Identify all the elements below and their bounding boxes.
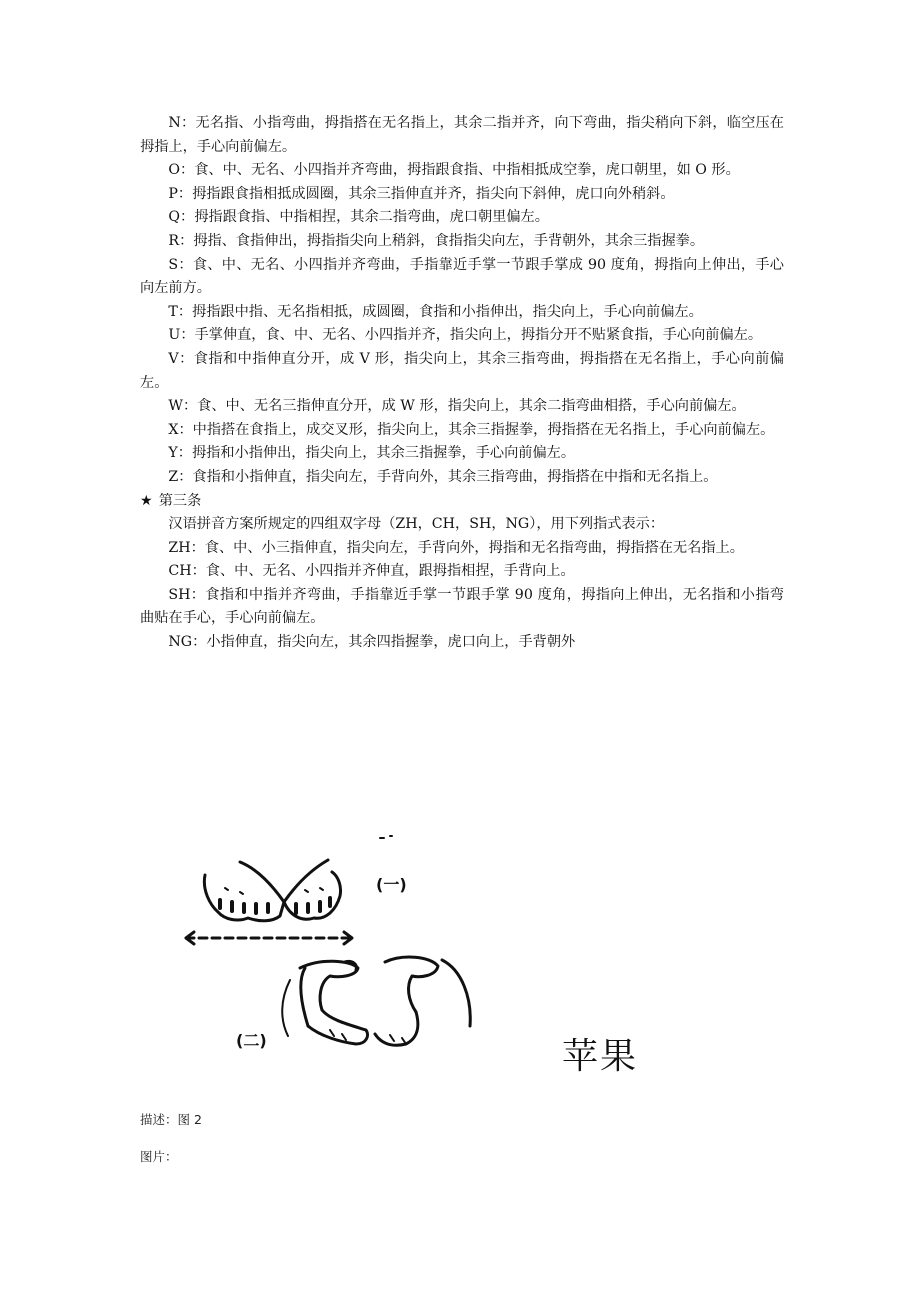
figure-label-one: (一)	[376, 875, 407, 894]
body-text	[140, 112, 784, 655]
apple-caption: 苹果	[562, 1036, 639, 1077]
paragraph-v: V：食指和中指伸直分开，成 V 形，指尖向上，其余三指弯曲，拇指搭在无名指上，手心向前偏左。	[140, 350, 784, 391]
paragraph-s: S：食、中、无名、小四指并齐弯曲，手指靠近手掌一节跟手掌成 90 度角，拇指向上伸出，手心向左前方。	[140, 256, 784, 297]
paragraph-u: U：手掌伸直，食、中、无名、小四指并齐，指尖向上，拇指分开不贴紧食指，手心向前偏左。	[168, 327, 763, 344]
paragraph-zh: ZH：食、中、小三指伸直，指尖向左，手背向外，拇指和无名指弯曲，拇指搭在无名指上。	[168, 539, 744, 556]
hand-sign-figure	[180, 830, 480, 1060]
paragraph-q: Q：拇指跟食指、中指相捏，其余二指弯曲，虎口朝里偏左。	[168, 209, 549, 226]
paragraph-w: W：食、中、无名三指伸直分开，成 W 形，指尖向上，其余二指弯曲相搭，手心向前偏左。	[168, 398, 746, 415]
section-heading-text: 第三条	[158, 492, 202, 509]
description-line: 描述：图 2	[140, 1112, 202, 1127]
paragraph-p: P：拇指跟食指相抵成圆圈，其余三指伸直并齐，指尖向下斜伸，虎口向外稍斜。	[168, 185, 675, 202]
paragraph-x: X：中指搭在食指上，成交叉形，指尖向上，其余三指握拳，拇指搭在无名指上，手心向前偏左。	[168, 421, 775, 438]
paragraph-t: T：拇指跟中指、无名指相抵，成圆圈，食指和小指伸出，指尖向上，手心向前偏左。	[168, 303, 703, 320]
image-label-line: 图片：	[140, 1149, 178, 1164]
star-icon: ★	[140, 492, 153, 509]
paragraph-y: Y：拇指和小指伸出，指尖向上，其余三指握拳，手心向前偏左。	[168, 445, 576, 462]
figure-label-two: (二)	[236, 1031, 267, 1050]
section-heading	[140, 490, 784, 514]
paragraph-ch: CH：食、中、无名、小四指并齐伸直，跟拇指相捏，手背向上。	[168, 563, 575, 580]
paragraph-n: N：无名指、小指弯曲，拇指搭在无名指上，其余二指并齐，向下弯曲，指尖稍向下斜，临空压在拇指上，手心向前偏左。	[140, 115, 784, 155]
paragraph-r: R：拇指、食指伸出，拇指指尖向上稍斜，食指指尖向左，手背朝外，其余三指握拳。	[168, 232, 705, 249]
paragraph-ng: NG：小指伸直，指尖向左，其余四指握拳，虎口向上，手背朝外	[168, 634, 576, 651]
paragraph-intro: 汉语拼音方案所规定的四组双字母（ZH，CH，SH，NG），用下列指式表示：	[168, 516, 665, 533]
paragraph-sh: SH：食指和中指并齐弯曲，手指靠近手掌一节跟手掌 90 度角，拇指向上伸出，无名指和小指弯曲贴在手心，手心向前偏左。	[140, 586, 784, 627]
paragraph-o: O：食、中、无名、小四指并齐弯曲，拇指跟食指、中指相抵成空拳，虎口朝里，如 O 形。	[168, 162, 740, 179]
paragraph-z: Z：食指和小指伸直，指尖向左，手背向外，其余三指弯曲，拇指搭在中指和无名指上。	[168, 468, 718, 485]
